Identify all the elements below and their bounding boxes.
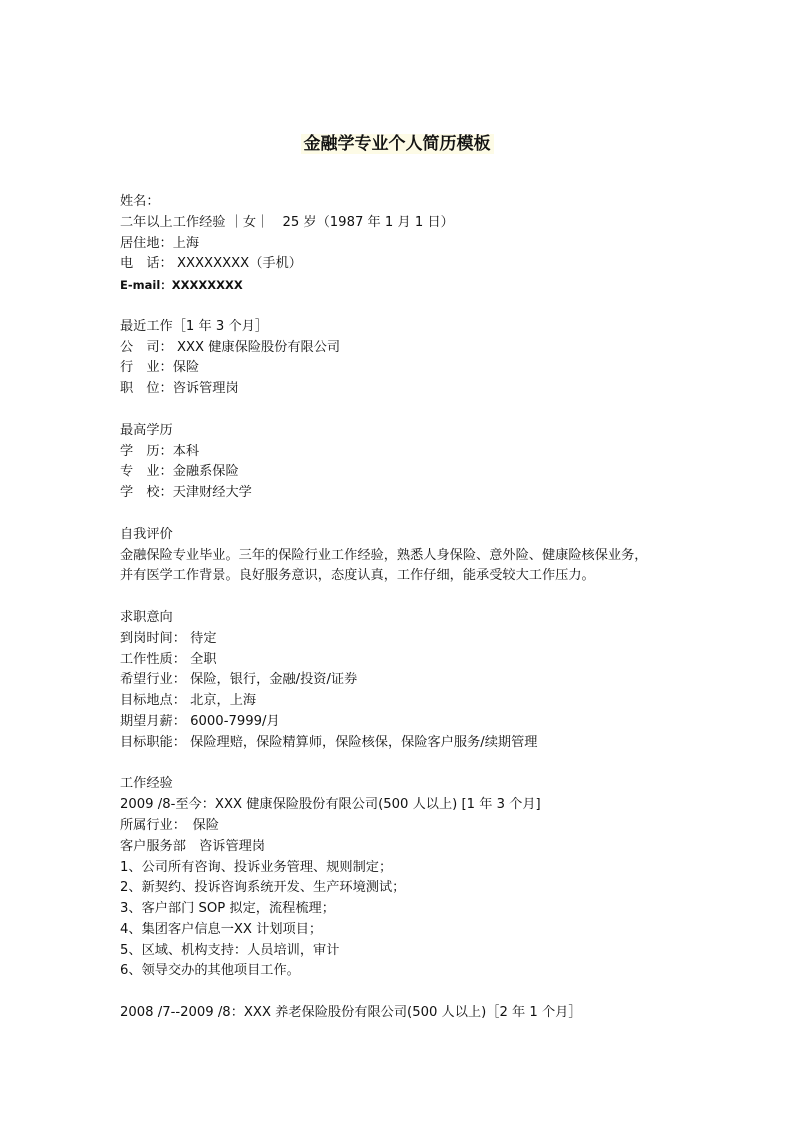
- duty-item: 4、集团客户信息一XX 计划项目；: [120, 921, 323, 937]
- self-eval-heading: 自我评价: [120, 526, 173, 542]
- spacer: [120, 754, 720, 775]
- job1-industry-line: 所属行业： 保险: [120, 817, 219, 833]
- name-line: 姓名：: [120, 194, 160, 209]
- intent-location-line: 目标地点： 北京，上海: [120, 693, 257, 709]
- duty-item: 2、新契约、投诉咨询系统开发、生产环境测试；: [120, 880, 406, 896]
- intent-function-line: 目标职能： 保险理赔，保险精算师，保险核保，保险客户服务/续期管理: [120, 734, 538, 750]
- resume-body: [120, 192, 720, 1024]
- spacer: [120, 504, 720, 525]
- recent-industry-line: 行 业：保险: [120, 360, 200, 376]
- education-heading: 最高学历: [120, 422, 173, 438]
- major-line: 专 业：金融系保险: [120, 464, 239, 480]
- residence-line: 居住地：上海: [120, 235, 200, 251]
- intent-industry-line: 希望行业： 保险，银行，金融/投资/证券: [120, 672, 358, 688]
- self-eval-line-2: 并有医学工作背景。良好服务意识，态度认真，工作仔细，能承受较大工作压力。: [120, 568, 595, 584]
- intent-start-line: 到岗时间： 待定: [120, 630, 217, 646]
- duty-item: 3、客户部门 SOP 拟定，流程梳理；: [120, 901, 335, 917]
- self-eval-line-1: 金融保险专业毕业。三年的保险行业工作经验，熟悉人身保险、意外险、健康险核保业务，: [120, 547, 648, 563]
- recent-company-line: 公 司： XXX 健康保险股份有限公司: [120, 339, 341, 355]
- duty-item: 6、领导交办的其他项目工作。: [120, 963, 300, 979]
- email-line: E-mail：XXXXXXXX: [120, 278, 243, 293]
- job1-period-line: 2009 /8-至今：XXX 健康保险股份有限公司(500 人以上) [1 年 3 个月]: [120, 797, 541, 813]
- intent-type-line: 工作性质： 全职: [120, 651, 217, 667]
- duty-item: 1、公司所有咨询、投诉业务管理、规则制定；: [120, 859, 393, 875]
- intent-salary-line: 期望月薪： 6000-7999/月: [120, 713, 280, 729]
- spacer: [120, 587, 720, 608]
- recent-job-heading: 最近工作［1 年 3 个月］: [120, 318, 269, 334]
- spacer: [120, 982, 720, 1003]
- phone-line: 电 话： XXXXXXXX（手机）: [120, 256, 302, 272]
- experience-heading: 工作经验: [120, 776, 173, 792]
- degree-line: 学 历：本科: [120, 443, 200, 459]
- job1-dept-line: 客户服务部 咨诉管理岗: [120, 838, 266, 854]
- recent-position-line: 职 位：咨诉管理岗: [120, 381, 239, 397]
- school-line: 学 校：天津财经大学: [120, 485, 252, 501]
- spacer: [120, 400, 720, 421]
- job2-period-line: 2008 /7--2009 /8：XXX 养老保险股份有限公司(500 人以上)［2 年 1 个月］: [120, 1005, 582, 1021]
- duty-item: 5、区域、机构支持：人员培训，审计: [120, 942, 340, 958]
- intent-heading: 求职意向: [120, 609, 173, 625]
- spacer: [120, 296, 720, 317]
- summary-line: 二年以上工作经验 ｜女｜ 25 岁（1987 年 1 月 1 日）: [120, 214, 454, 230]
- document-title: 金融学专业个人简历模板: [0, 131, 794, 157]
